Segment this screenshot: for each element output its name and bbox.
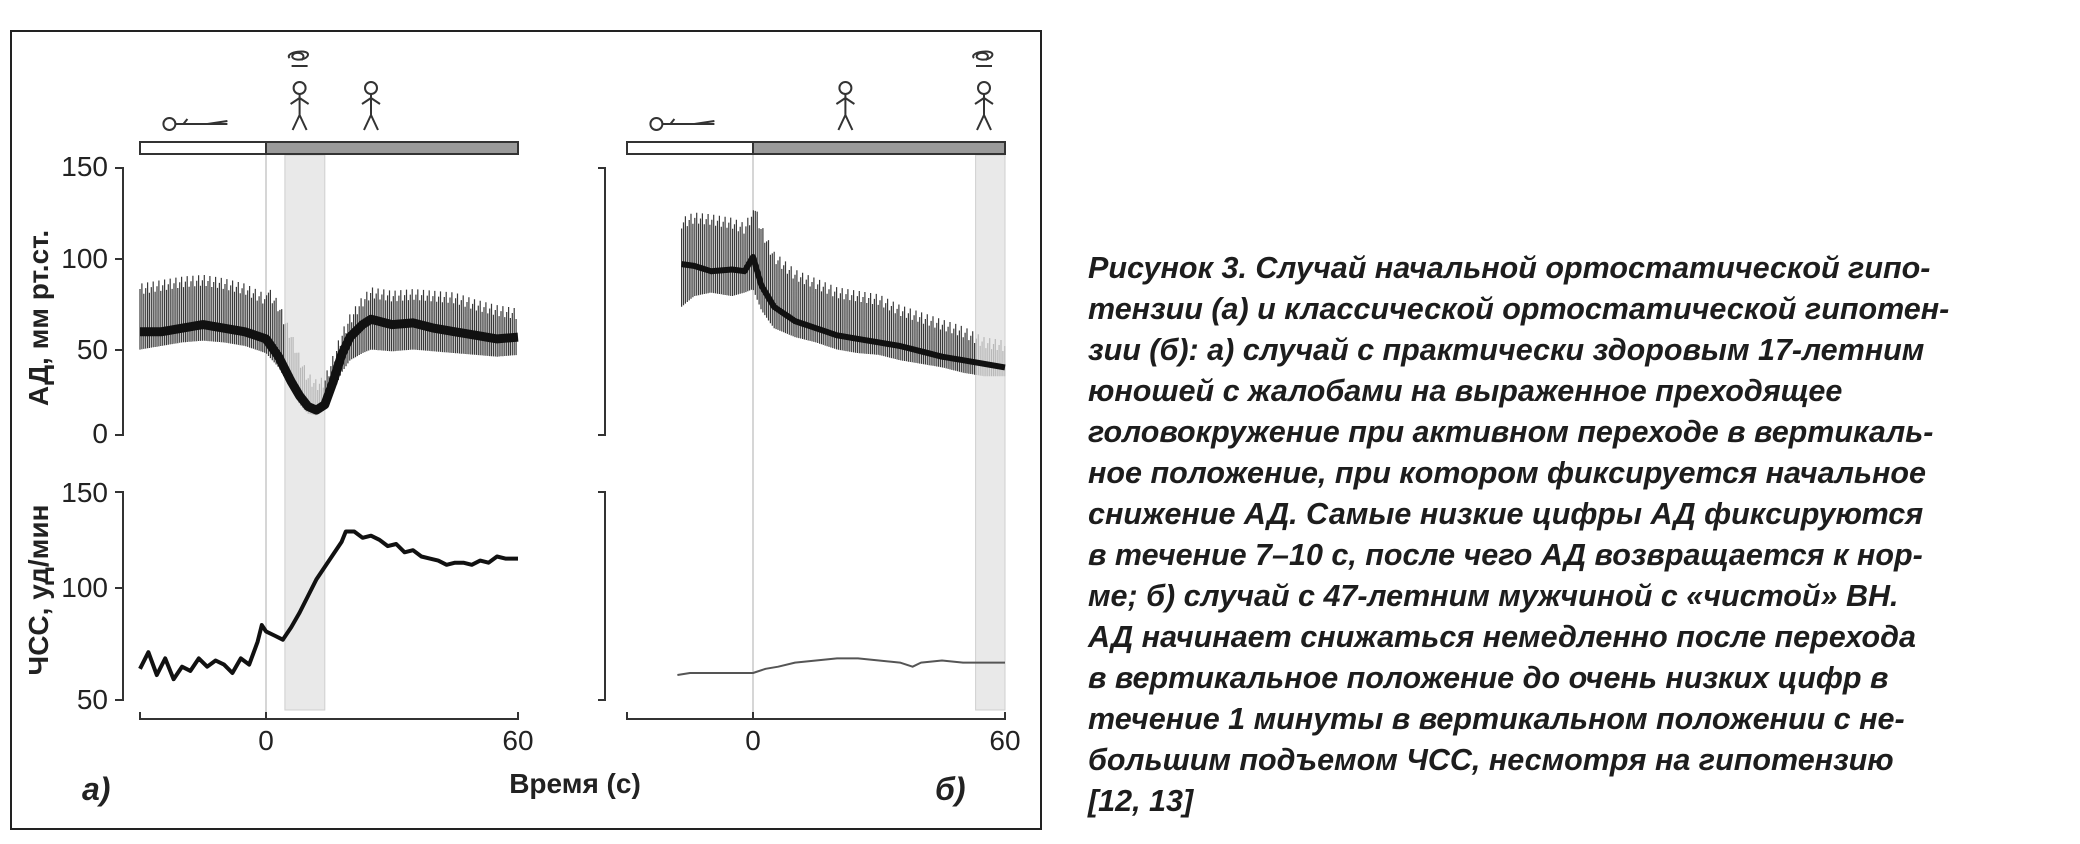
x-tick-b-60: 60 bbox=[989, 725, 1021, 756]
bp-tick: 100 bbox=[61, 243, 108, 274]
axis-a-hr bbox=[115, 492, 123, 700]
dizziness-spiral-icon-b bbox=[973, 52, 992, 66]
chart-marks bbox=[140, 52, 1005, 712]
x-axis-title: Время (с) bbox=[509, 768, 641, 799]
lying-person-icon-body-b bbox=[662, 119, 714, 124]
lying-person-icon-a bbox=[163, 118, 175, 130]
dizzy-person-icon-a-body bbox=[291, 94, 309, 130]
dizzy-person-icon-a bbox=[294, 82, 306, 94]
bp-waveform-b bbox=[682, 210, 975, 374]
panel-label-b: б) bbox=[935, 771, 966, 807]
hr-line-a bbox=[140, 532, 518, 680]
axis-a-bp bbox=[115, 168, 123, 435]
standing-bar-b bbox=[753, 142, 1005, 154]
supine-bar-b bbox=[627, 142, 753, 154]
x-axis-b bbox=[627, 712, 1005, 719]
x-tick-b-0: 0 bbox=[745, 725, 761, 756]
x-tick-a-60: 60 bbox=[502, 725, 534, 756]
hr-ticks bbox=[61, 477, 108, 715]
lying-person-icon-body-a bbox=[175, 119, 227, 124]
hr-axis-title: ЧСС, уд/мин bbox=[23, 504, 54, 676]
lying-person-icon-b bbox=[650, 118, 662, 130]
standing-person-icon-a bbox=[365, 82, 377, 94]
bp-tick: 50 bbox=[76, 334, 108, 365]
panel-label-a: а) bbox=[82, 771, 111, 807]
standing-bar-a bbox=[266, 142, 518, 154]
standing-person-icon-b-body bbox=[836, 94, 854, 130]
standing-person-icon-b bbox=[839, 82, 851, 94]
highlight-band-b bbox=[976, 155, 1005, 710]
hr-tick: 150 bbox=[61, 477, 108, 508]
standing-person-icon-a-body bbox=[362, 94, 380, 130]
x-tick-a-0: 0 bbox=[258, 725, 274, 756]
bp-tick: 0 bbox=[92, 418, 108, 449]
dizziness-spiral-icon-a bbox=[289, 52, 308, 66]
bp-axis-title: АД, мм рт.ст. bbox=[23, 229, 54, 407]
dizzy-person-icon-b bbox=[978, 82, 990, 94]
axis-b-bp bbox=[598, 168, 605, 435]
hr-line-b bbox=[677, 658, 1005, 675]
x-axis-a bbox=[140, 712, 518, 719]
axes bbox=[115, 168, 1005, 719]
hr-tick: 50 bbox=[76, 684, 108, 715]
bp-ticks bbox=[61, 151, 108, 449]
dizzy-person-icon-b-body bbox=[975, 94, 993, 130]
supine-bar-a bbox=[140, 142, 266, 154]
bp-tick: 150 bbox=[61, 151, 108, 182]
axis-b-hr bbox=[598, 492, 605, 700]
hr-tick: 100 bbox=[61, 572, 108, 603]
figure-caption: Рисунок 3. Случай начальной ортостатической гипо- тензии (а) и классической ортостатической гипотен- зии (б): а) случай с практически здоровым 17-летним юношей с жалобами на выраженное преходящее головокружение при активном переходе в вертикаль- ное положение, при котором фиксируется начальное снижение АД. Самые низкие цифры АД фиксируются в течение 7–10 с, после чего АД возвращается к нор- ме; б) случай с 47-летним мужчиной с «чистой» ВН. АД начинает снижаться немедленно после перехода в вертикальное положение до очень низких цифр в течение 1 минуты в вертикальном положении с не- большим подъемом ЧСС, несмотря на гипотензию [12, 13] bbox=[1088, 251, 1950, 818]
